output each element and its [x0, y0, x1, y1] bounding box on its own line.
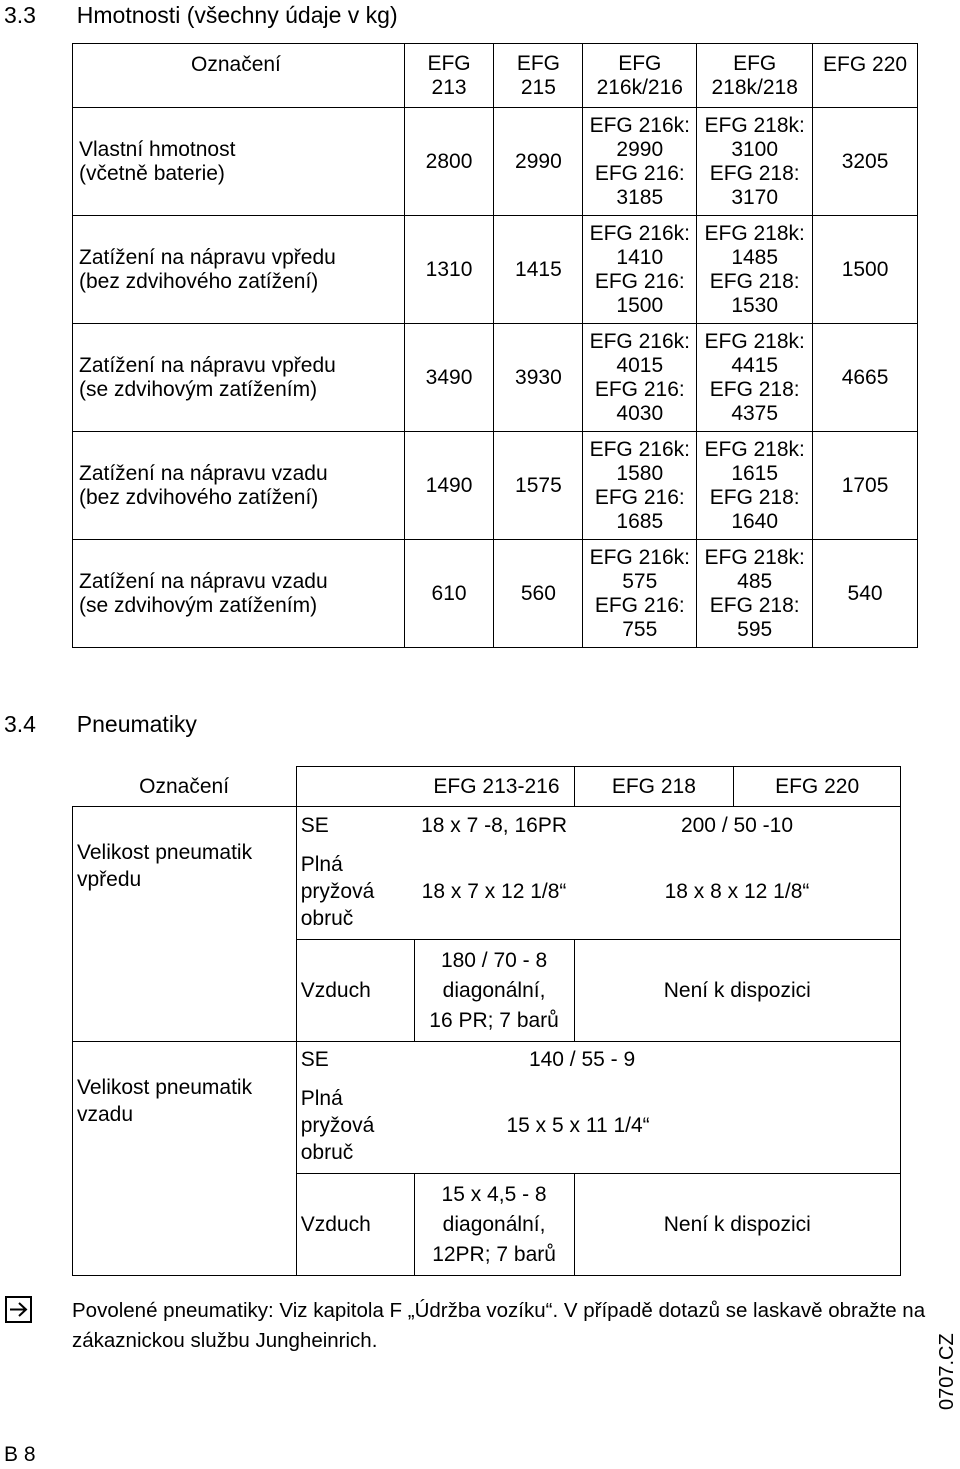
front-solid-efg213-216: 18 x 7 x 12 1/8“	[414, 845, 574, 940]
table-header-row	[73, 44, 918, 108]
header-label: Označení	[73, 767, 297, 807]
cell-efg213: 610	[404, 540, 494, 648]
cell-efg216: EFG 216k: 2990 EFG 216: 3185	[583, 108, 697, 216]
rear-tire-label: Velikost pneumatik vzadu	[73, 1042, 297, 1276]
cell-efg216: EFG 216k: 575 EFG 216: 755	[583, 540, 697, 648]
front-air-efg218-220: Není k dispozici	[574, 940, 901, 1042]
section-number: 3.3	[4, 2, 36, 28]
cell-efg213: 2800	[404, 108, 494, 216]
arrow-right-icon	[5, 1296, 32, 1323]
header-efg213-216: EFG 213-216	[296, 767, 574, 807]
front-type-se: SE	[296, 807, 414, 845]
cell-efg215: 560	[494, 540, 583, 648]
rear-air-efg213-216: 15 x 4,5 - 8 diagonální, 12PR; 7 barů	[414, 1174, 574, 1276]
front-solid-efg218-220: 18 x 8 x 12 1/8“	[574, 845, 901, 940]
cell-efg213: 1310	[404, 216, 494, 324]
cell-efg215: 1415	[494, 216, 583, 324]
cell-efg215: 1575	[494, 432, 583, 540]
header-efg220: EFG 220	[734, 767, 901, 807]
front-air-efg213-216: 180 / 70 - 8 diagonální, 16 PR; 7 barů	[414, 940, 574, 1042]
table-row	[73, 1042, 901, 1078]
front-type-solid: Plná pryžová obruč	[296, 845, 414, 940]
header-efg220: EFG 220	[813, 44, 918, 108]
header-efg215: EFG 215	[494, 44, 583, 108]
table-row	[73, 108, 918, 216]
cell-efg220: 540	[813, 540, 918, 648]
tires-table	[72, 766, 901, 1276]
table-row	[73, 324, 918, 432]
rear-type-se: SE	[296, 1042, 414, 1078]
header-efg213: EFG 213	[404, 44, 494, 108]
table-header-row	[73, 767, 901, 807]
cell-efg213: 3490	[404, 324, 494, 432]
row-label: Zatížení na nápravu vzadu (bez zdvihového zatížení)	[73, 432, 405, 540]
rear-se-all: 140 / 55 - 9	[414, 1042, 900, 1078]
front-tire-label: Velikost pneumatik vpředu	[73, 807, 297, 1042]
cell-efg216: EFG 216k: 1580 EFG 216: 1685	[583, 432, 697, 540]
cell-efg213: 1490	[404, 432, 494, 540]
front-se-efg213-216: 18 x 7 -8, 16PR	[414, 807, 574, 845]
front-type-air: Vzduch	[296, 940, 414, 1042]
header-efg216: EFG 216k/216	[583, 44, 697, 108]
cell-efg215: 3930	[494, 324, 583, 432]
rear-air-efg218-220: Není k dispozici	[574, 1174, 901, 1276]
row-label: Zatížení na nápravu vzadu (se zdvihovým zatížením)	[73, 540, 405, 648]
table-row	[73, 807, 901, 845]
weights-table	[72, 43, 918, 648]
cell-efg216: EFG 216k: 1410 EFG 216: 1500	[583, 216, 697, 324]
front-se-efg218-220: 200 / 50 -10	[574, 807, 901, 845]
note-text: Povolené pneumatiky: Viz kapitola F „Údržba vozíku“. V případě dotazů se laskavě obražte na zákaznickou službu Jungheinrich.	[72, 1299, 926, 1352]
cell-efg218: EFG 218k: 1615 EFG 218: 1640	[697, 432, 813, 540]
header-efg218: EFG 218k/218	[697, 44, 813, 108]
cell-efg218: EFG 218k: 1485 EFG 218: 1530	[697, 216, 813, 324]
section-heading-tires	[4, 711, 197, 738]
section-title: Hmotnosti (všechny údaje v kg)	[76, 2, 398, 28]
cell-efg220: 1705	[813, 432, 918, 540]
cell-efg215: 2990	[494, 108, 583, 216]
cell-efg220: 3205	[813, 108, 918, 216]
row-label: Zatížení na nápravu vpředu (bez zdvihového zatížení)	[73, 216, 405, 324]
rear-solid-all: 15 x 5 x 11 1/4“	[414, 1078, 900, 1174]
cell-efg218: EFG 218k: 4415 EFG 218: 4375	[697, 324, 813, 432]
document-code: 0707.CZ	[936, 1333, 958, 1410]
cell-efg216: EFG 216k: 4015 EFG 216: 4030	[583, 324, 697, 432]
header-label: Označení	[73, 44, 405, 108]
page-number: B 8	[4, 1443, 36, 1466]
section-title: Pneumatiky	[76, 711, 197, 737]
cell-efg218: EFG 218k: 3100 EFG 218: 3170	[697, 108, 813, 216]
table-row	[73, 216, 918, 324]
row-label: Zatížení na nápravu vpředu (se zdvihovým zatížením)	[73, 324, 405, 432]
row-label: Vlastní hmotnost (včetně baterie)	[73, 108, 405, 216]
section-number: 3.4	[4, 711, 36, 737]
header-efg218: EFG 218	[574, 767, 734, 807]
table-row	[73, 432, 918, 540]
cell-efg220: 4665	[813, 324, 918, 432]
cell-efg220: 1500	[813, 216, 918, 324]
cell-efg218: EFG 218k: 485 EFG 218: 595	[697, 540, 813, 648]
table-row	[73, 540, 918, 648]
rear-type-solid: Plná pryžová obruč	[296, 1078, 414, 1174]
section-heading-weights	[4, 2, 398, 29]
rear-type-air: Vzduch	[296, 1174, 414, 1276]
